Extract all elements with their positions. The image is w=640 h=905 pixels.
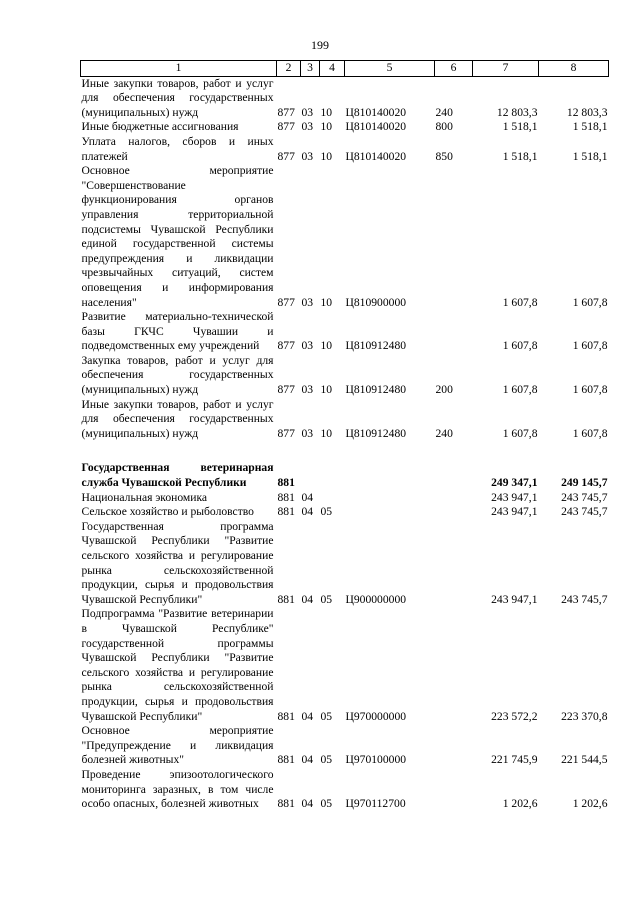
row-admin-code: 877 — [277, 295, 295, 309]
row-admin-code: 881 — [277, 490, 295, 504]
row-section: 03 — [301, 426, 314, 440]
row-sum-col7: 1 518,1 — [502, 149, 538, 163]
row-name: Основное мероприятие "Совершенствование функционирования органов управления территориальной подсистемы Чувашской Республики единой государственной системы предупреждения и ликвидации чрезвычайных ситуаций, систем оповещения и информирования населения" — [81, 164, 274, 309]
row-sum-col7: 243 947,1 — [491, 592, 538, 606]
row-expense-type — [435, 607, 473, 724]
row-admin-code: 877 — [277, 383, 295, 397]
row-sum-col8: 1 202,6 — [572, 797, 608, 811]
row-name: Основное мероприятие "Предупреждение и ликвидация болезней животных" — [81, 724, 274, 767]
row-sum-col8: 1 518,1 — [572, 149, 608, 163]
row-admin-code: 877 — [277, 105, 295, 119]
row-sum-col7: 1 202,6 — [502, 797, 538, 811]
header-col-8: 8 — [539, 61, 609, 77]
row-target-article — [345, 505, 435, 520]
row-admin-code: 881 — [277, 797, 295, 811]
row-admin-code: 877 — [277, 120, 295, 134]
row-name: Закупка товаров, работ и услуг для обеспечения государственных (муниципальных) нужд — [81, 353, 274, 397]
row-sum-col8: 1 607,8 — [572, 383, 608, 397]
budget-rows — [81, 76, 609, 812]
row-section: 04 — [301, 797, 314, 811]
row-sum-col7: 1 607,8 — [502, 295, 538, 309]
header-col-1: 1 — [81, 61, 277, 77]
row-target-article: Ц970100000 — [345, 753, 407, 767]
row-admin-code: 877 — [277, 426, 295, 440]
table-row — [81, 461, 609, 490]
row-subsection: 10 — [320, 426, 333, 440]
table-row — [81, 76, 609, 120]
row-subsection — [320, 461, 345, 490]
row-sum-col8: 243 745,7 — [561, 505, 608, 519]
row-sum-col7: 223 572,2 — [491, 709, 538, 723]
row-target-article: Ц810912480 — [345, 383, 407, 397]
row-section: 03 — [301, 149, 314, 163]
row-section: 03 — [301, 339, 314, 353]
row-sum-col7: 221 745,9 — [491, 753, 538, 767]
header-col-6: 6 — [435, 61, 473, 77]
row-target-article — [345, 461, 435, 490]
row-section: 03 — [301, 120, 314, 134]
row-sum-col8: 249 145,7 — [561, 476, 608, 490]
table-row — [81, 607, 609, 724]
row-target-article — [345, 491, 435, 506]
table-row — [81, 164, 609, 310]
row-expense-type: 800 — [435, 120, 453, 134]
table-row — [81, 398, 609, 442]
row-name: Государственная программа Чувашской Республики "Развитие сельского хозяйства и регулирование рынка сельскохозяйственной продукции, сырья и продовольствия Чувашской Республики" — [81, 519, 274, 606]
table-row — [81, 135, 609, 164]
row-admin-code: 881 — [277, 709, 295, 723]
row-expense-type — [435, 310, 473, 354]
row-subsection — [320, 491, 345, 506]
row-target-article: Ц900000000 — [345, 592, 407, 606]
row-section: 04 — [301, 592, 314, 606]
page-number: 199 — [311, 38, 329, 52]
row-expense-type: 200 — [435, 383, 453, 397]
row-admin-code: 881 — [277, 476, 295, 490]
spacer-row — [81, 441, 609, 461]
row-expense-type — [435, 768, 473, 812]
row-expense-type: 240 — [435, 105, 453, 119]
row-subsection: 10 — [320, 383, 333, 397]
row-name: Иные закупки товаров, работ и услуг для обеспечения государственных (муниципальных) нужд — [81, 397, 274, 440]
row-expense-type — [435, 724, 473, 768]
row-admin-code: 881 — [277, 505, 295, 519]
row-target-article: Ц970112700 — [345, 797, 406, 811]
column-number-header-row — [81, 61, 609, 77]
row-target-article: Ц810912480 — [345, 426, 407, 440]
row-subsection: 10 — [320, 105, 333, 119]
row-subsection: 05 — [320, 753, 333, 767]
row-section: 04 — [301, 753, 314, 767]
row-expense-type — [435, 520, 473, 608]
row-section: 04 — [301, 490, 314, 504]
row-subsection: 10 — [320, 149, 333, 163]
row-sum-col7: 243 947,1 — [491, 490, 538, 504]
row-section — [301, 461, 320, 490]
header-col-3: 3 — [301, 61, 320, 77]
row-subsection: 05 — [320, 797, 333, 811]
budget-table — [80, 60, 609, 812]
row-sum-col7: 243 947,1 — [491, 505, 538, 519]
row-section: 04 — [301, 709, 314, 723]
row-target-article: Ц810140020 — [345, 149, 407, 163]
row-admin-code: 877 — [277, 149, 295, 163]
row-name: Государственная ветеринарная служба Чувашской Республики — [81, 461, 274, 490]
row-sum-col7: 1 518,1 — [502, 120, 538, 134]
table-row — [81, 120, 609, 135]
row-sum-col8: 1 607,8 — [572, 295, 608, 309]
row-name: Иные бюджетные ассигнования — [81, 120, 239, 134]
row-sum-col7: 1 607,8 — [502, 383, 538, 397]
row-subsection: 10 — [320, 120, 333, 134]
row-target-article: Ц810140020 — [345, 120, 407, 134]
row-section: 03 — [301, 105, 314, 119]
row-target-article: Ц810912480 — [345, 339, 407, 353]
row-sum-col8: 1 518,1 — [572, 120, 608, 134]
row-expense-type — [435, 164, 473, 310]
row-sum-col8: 243 745,7 — [561, 490, 608, 504]
table-row — [81, 724, 609, 768]
spacer-cell — [81, 441, 609, 461]
row-expense-type — [435, 461, 473, 490]
row-name: Сельское хозяйство и рыболовство — [81, 505, 254, 519]
row-sum-col7: 12 803,3 — [496, 105, 538, 119]
row-expense-type: 850 — [435, 149, 453, 163]
row-sum-col8: 12 803,3 — [566, 105, 608, 119]
row-name: Развитие материально-технической базы ГКЧС Чувашии и подведомственных ему учреждений — [81, 310, 274, 353]
row-section: 03 — [301, 383, 314, 397]
row-section: 03 — [301, 295, 314, 309]
row-sum-col7: 1 607,8 — [502, 426, 538, 440]
table-row — [81, 768, 609, 812]
row-sum-col8: 1 607,8 — [572, 426, 608, 440]
table-row — [81, 310, 609, 354]
row-target-article: Ц810140020 — [345, 105, 407, 119]
row-sum-col8: 223 370,8 — [561, 709, 608, 723]
row-admin-code: 881 — [277, 753, 295, 767]
row-subsection: 10 — [320, 339, 333, 353]
row-admin-code: 881 — [277, 592, 295, 606]
row-sum-col8: 1 607,8 — [572, 339, 608, 353]
row-subsection: 05 — [320, 709, 333, 723]
table-row — [81, 520, 609, 608]
row-sum-col7: 1 607,8 — [502, 339, 538, 353]
row-section: 04 — [301, 505, 314, 519]
header-col-2: 2 — [277, 61, 301, 77]
row-subsection: 10 — [320, 295, 333, 309]
row-subsection: 05 — [320, 505, 333, 519]
row-expense-type: 240 — [435, 426, 453, 440]
table-row — [81, 505, 609, 520]
row-expense-type — [435, 491, 473, 506]
row-name: Уплата налогов, сборов и иных платежей — [81, 134, 274, 163]
row-admin-code: 877 — [277, 339, 295, 353]
row-sum-col8: 243 745,7 — [561, 592, 608, 606]
header-col-7: 7 — [473, 61, 539, 77]
row-subsection: 05 — [320, 592, 333, 606]
row-sum-col8: 221 544,5 — [561, 753, 608, 767]
row-name: Иные закупки товаров, работ и услуг для обеспечения государственных (муниципальных) нужд — [81, 76, 274, 119]
header-col-4: 4 — [320, 61, 345, 77]
row-expense-type — [435, 505, 473, 520]
row-target-article: Ц810900000 — [345, 295, 407, 309]
table-row — [81, 354, 609, 398]
row-name: Национальная экономика — [81, 490, 208, 504]
row-sum-col7: 249 347,1 — [491, 476, 538, 490]
row-name: Проведение эпизоотологического мониторинга заразных, в том числе особо опасных, болезней животных — [81, 767, 274, 811]
table-row — [81, 491, 609, 506]
header-col-5: 5 — [345, 61, 435, 77]
row-target-article: Ц970000000 — [345, 709, 407, 723]
row-name: Подпрограмма "Развитие ветеринарии в Чувашской Республике" государственной программы Чувашской Республики "Развитие сельского хозяйства и регулирование рынка сельскохозяйственной продукции, сырья и продовольствия Чувашской Республики" — [81, 607, 274, 723]
